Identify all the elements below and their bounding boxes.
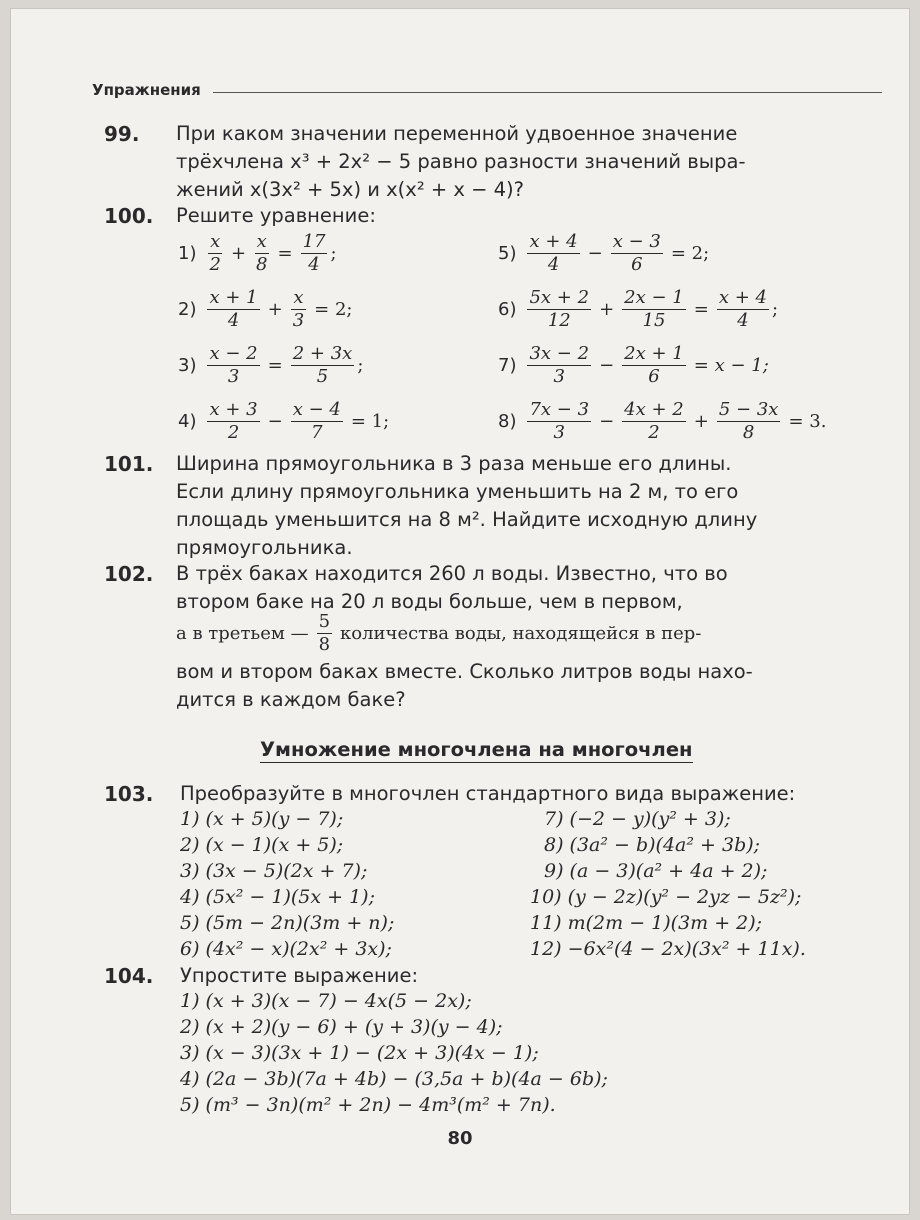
denominator: 2 (227, 422, 240, 443)
item-index: 5) (498, 243, 517, 264)
numerator: x + 3 (209, 399, 258, 420)
fraction (622, 400, 686, 443)
expression-item: 7) (−2 − y)(y² + 3); (544, 808, 731, 830)
numerator: x + 4 (718, 287, 767, 308)
fraction (207, 288, 259, 331)
exercise-text-line: При каком значении переменной удвоенное значение (176, 122, 738, 145)
denominator: 4 (547, 254, 560, 275)
equation-item (178, 400, 389, 443)
operator: = (693, 299, 709, 320)
exercise-text-line: прямоугольника. (176, 536, 353, 559)
denominator: 6 (631, 254, 643, 275)
section-title: Умножение многочлена на многочлен (260, 738, 693, 761)
expression-item: 4) (5x² − 1)(5x + 1); (180, 886, 375, 908)
fraction (527, 232, 579, 275)
exercise-text-line: жений x(3x² + 5x) и x(x² + x − 4)? (176, 178, 525, 201)
fraction (527, 400, 591, 443)
numerator: x + 1 (209, 287, 258, 308)
numerator: 3x − 2 (529, 343, 590, 364)
fraction (317, 612, 332, 655)
numerator: 17 (302, 231, 326, 252)
denominator: 8 (256, 254, 268, 275)
numerator: 4x + 2 (624, 399, 684, 420)
text-segment: количества воды, находящейся в пер- (340, 623, 702, 644)
fraction (291, 344, 355, 387)
expression-item: 5) (m³ − 3n)(m² + 2n) − 4m³(m² + 7n). (180, 1094, 556, 1116)
exercise-text-line: втором баке на 20 л воды больше, чем в первом, (176, 590, 683, 613)
equation-tail: ; (772, 299, 779, 320)
fraction (527, 344, 591, 387)
expression-item: 8) (3a² − b)(4a² + 3b); (544, 834, 761, 856)
expression-item: 3) (x − 3)(3x + 1) − (2x + 3)(4x − 1); (180, 1042, 539, 1064)
item-index: 7) (498, 355, 517, 376)
fraction (291, 288, 306, 331)
expression-item: 5) (5m − 2n)(3m + n); (180, 912, 395, 934)
fraction (207, 232, 222, 275)
denominator: 3 (292, 310, 305, 331)
equation-item (498, 400, 826, 443)
denominator: 12 (547, 310, 571, 331)
section-header (92, 78, 882, 102)
expression-item: 2) (x − 1)(x + 5); (180, 834, 344, 856)
equation-tail: = 2; (314, 299, 353, 320)
fraction (207, 344, 259, 387)
operator: − (267, 411, 283, 432)
expression-item: 12) −6x²(4 − 2x)(3x² + 11x). (530, 938, 806, 960)
denominator: 2 (209, 254, 221, 275)
exercise-number: 102. (104, 562, 154, 586)
exercise-text-line: вом и втором баках вместе. Сколько литров воды нахо- (176, 660, 753, 683)
expression-item: 1) (x + 3)(x − 7) − 4x(5 − 2x); (180, 990, 472, 1012)
exercise-text-line (176, 612, 701, 655)
numerator: x − 4 (292, 399, 341, 420)
fraction (717, 288, 769, 331)
denominator: 15 (642, 310, 666, 331)
denominator: 3 (553, 422, 565, 443)
equation-item (498, 232, 709, 275)
page-number: 80 (447, 1128, 473, 1149)
equation-tail: = 2; (670, 243, 710, 264)
numerator: x (256, 231, 267, 252)
header-rule (213, 92, 882, 93)
numerator: x − 3 (612, 231, 661, 252)
equation-item (498, 288, 778, 331)
exercise-text-line: Ширина прямоугольника в 3 раза меньше его длины. (176, 452, 732, 475)
operator: − (599, 355, 615, 376)
numerator: x − 2 (209, 343, 258, 364)
operator: = (267, 355, 283, 376)
denominator: 7 (311, 422, 323, 443)
item-index: 8) (498, 411, 517, 432)
fraction (291, 400, 343, 443)
fraction (301, 232, 328, 275)
fraction (611, 232, 663, 275)
denominator: 2 (648, 422, 660, 443)
denominator: 3 (553, 366, 565, 387)
expression-item: 10) (y − 2z)(y² − 2yz − 5z²); (530, 886, 802, 908)
operator: = (277, 243, 293, 264)
exercise-text-line: трёхчлена x³ + 2x² − 5 равно разности значений выра- (176, 150, 746, 173)
equation-tail: ; (357, 355, 364, 376)
equation-item (178, 232, 337, 275)
expression-item: 9) (a − 3)(a² + 4a + 2); (544, 860, 768, 882)
item-index: 3) (178, 355, 197, 376)
expression-item: 4) (2a − 3b)(7a + 4b) − (3,5a + b)(4a − 6b); (180, 1068, 608, 1090)
numerator: 7x − 3 (529, 399, 590, 420)
fraction (717, 400, 781, 443)
fraction (622, 344, 686, 387)
expression-item: 1) (x + 5)(y − 7); (180, 808, 344, 830)
item-index: 4) (178, 411, 197, 432)
numerator: 5 − 3x (718, 399, 779, 420)
exercise-text-line: площадь уменьшится на 8 м². Найдите исходную длину (176, 508, 758, 531)
operator: + (599, 299, 615, 320)
expression-item: 2) (x + 2)(y − 6) + (y + 3)(y − 4); (180, 1016, 503, 1038)
equation-item (178, 344, 363, 387)
operator: − (599, 411, 615, 432)
denominator: 8 (742, 422, 755, 443)
item-index: 1) (178, 243, 197, 264)
operator: + (267, 299, 283, 320)
denominator: 5 (316, 366, 329, 387)
exercise-intro: Упростите выражение: (180, 964, 419, 987)
fraction (622, 288, 686, 331)
numerator: 2x − 1 (624, 287, 684, 308)
exercise-text-line: дится в каждом баке? (176, 688, 406, 711)
expression-item: 3) (3x − 5)(2x + 7); (180, 860, 368, 882)
operator: + (230, 243, 247, 264)
exercise-number: 103. (104, 782, 154, 806)
expression-item: 6) (4x² − x)(2x² + 3x); (180, 938, 392, 960)
item-index: 2) (178, 299, 197, 320)
equation-item (178, 288, 353, 331)
denominator: 3 (227, 366, 240, 387)
text-segment: а в третьем — (176, 623, 309, 644)
denominator: 6 (648, 366, 660, 387)
operator: − (587, 243, 603, 264)
exercise-number: 99. (104, 122, 140, 146)
numerator: 2x + 1 (624, 343, 684, 364)
exercise-intro: Решите уравнение: (176, 204, 376, 227)
fraction (254, 232, 269, 275)
exercise-number: 101. (104, 452, 154, 476)
equation-tail: ; (330, 243, 337, 264)
numerator: x (210, 231, 221, 252)
equation-tail: = x − 1; (693, 355, 769, 376)
denominator: 4 (308, 254, 320, 275)
exercise-text-line: Если длину прямоугольника уменьшить на 2 м, то его (176, 480, 739, 503)
equation-item (498, 344, 769, 387)
operator: + (693, 411, 709, 432)
header-label: Упражнения (92, 81, 201, 99)
expression-item: 11) m(2m − 1)(3m + 2); (530, 912, 763, 934)
exercise-intro: Преобразуйте в многочлен стандартного вида выражение: (180, 782, 796, 805)
numerator: 5 (318, 611, 331, 632)
exercise-text-line: В трёх баках находится 260 л воды. Известно, что во (176, 562, 728, 585)
numerator: 5x + 2 (529, 287, 590, 308)
equation-tail: = 1; (350, 411, 390, 432)
fraction (207, 400, 259, 443)
exercise-number: 100. (104, 204, 154, 228)
denominator: 4 (737, 310, 749, 331)
numerator: x + 4 (529, 231, 578, 252)
denominator: 8 (318, 634, 331, 655)
numerator: 2 + 3x (292, 343, 353, 364)
denominator: 4 (227, 310, 240, 331)
item-index: 6) (498, 299, 517, 320)
exercise-number: 104. (104, 964, 154, 988)
numerator: x (293, 287, 304, 308)
equation-tail: = 3. (788, 411, 827, 432)
fraction (527, 288, 591, 331)
